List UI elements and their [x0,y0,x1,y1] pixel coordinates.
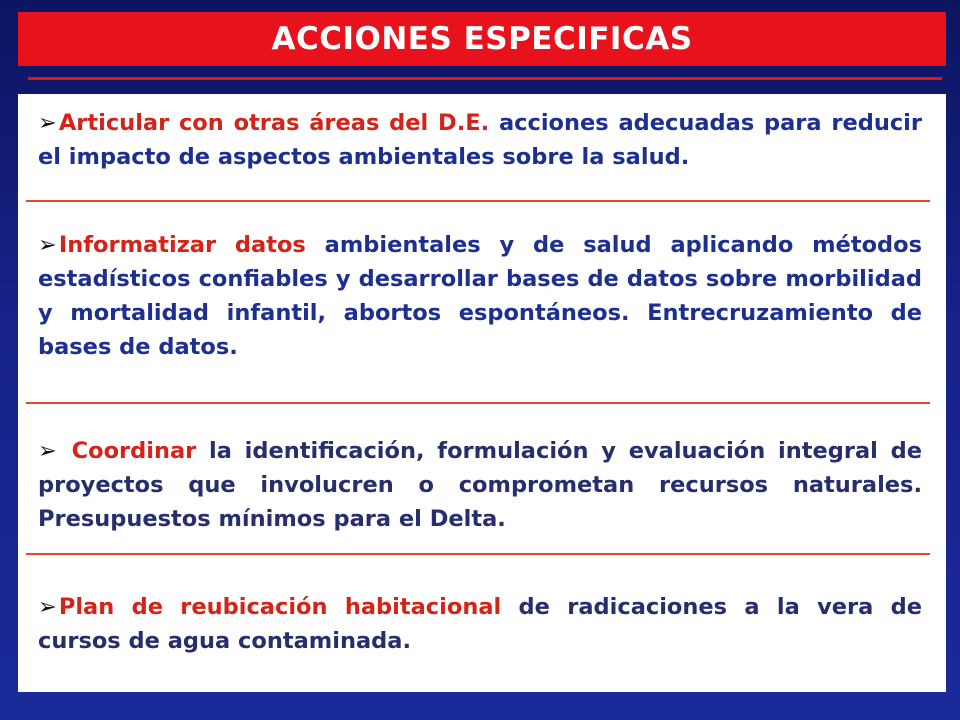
arrow-bullet-icon: ➢ [38,438,57,464]
separator-line [26,553,930,555]
item-text: ambientales y de salud aplicando métodos estadísticos confiables y desarrollar bases de datos sobre morbilidad y mortalidad infantil, abortos espontáneos. Entrecruzamiento de bases de datos. [38,232,922,360]
item-text: la identificación, formulación y evaluación integral de proyectos que involucren o comprometan recursos naturales. Presupuestos mínimos para el Delta. [38,438,922,532]
slide-title: ACCIONES ESPECIFICAS [18,12,946,66]
content-panel [18,94,946,692]
separator-line [26,402,930,404]
action-item-4 [38,590,922,658]
action-item-1 [38,106,922,174]
action-item-3 [38,434,922,536]
arrow-bullet-icon: ➢ [38,232,57,258]
item-highlight: Plan de reubicación habitacional [58,594,502,620]
arrow-bullet-icon: ➢ [38,594,57,620]
item-highlight: Informatizar datos [58,232,306,258]
arrow-bullet-icon: ➢ [38,110,57,136]
item-highlight: Articular con otras áreas del D.E. [58,110,490,136]
separator-line [26,200,930,202]
action-item-2 [38,228,922,364]
item-text: acciones adecuadas para reducir el impacto de aspectos ambientales sobre la salud. [38,110,922,170]
item-highlight: Coordinar [71,438,197,464]
title-underline [28,77,942,80]
item-text: de radicaciones a la vera de cursos de agua contaminada. [38,594,923,654]
